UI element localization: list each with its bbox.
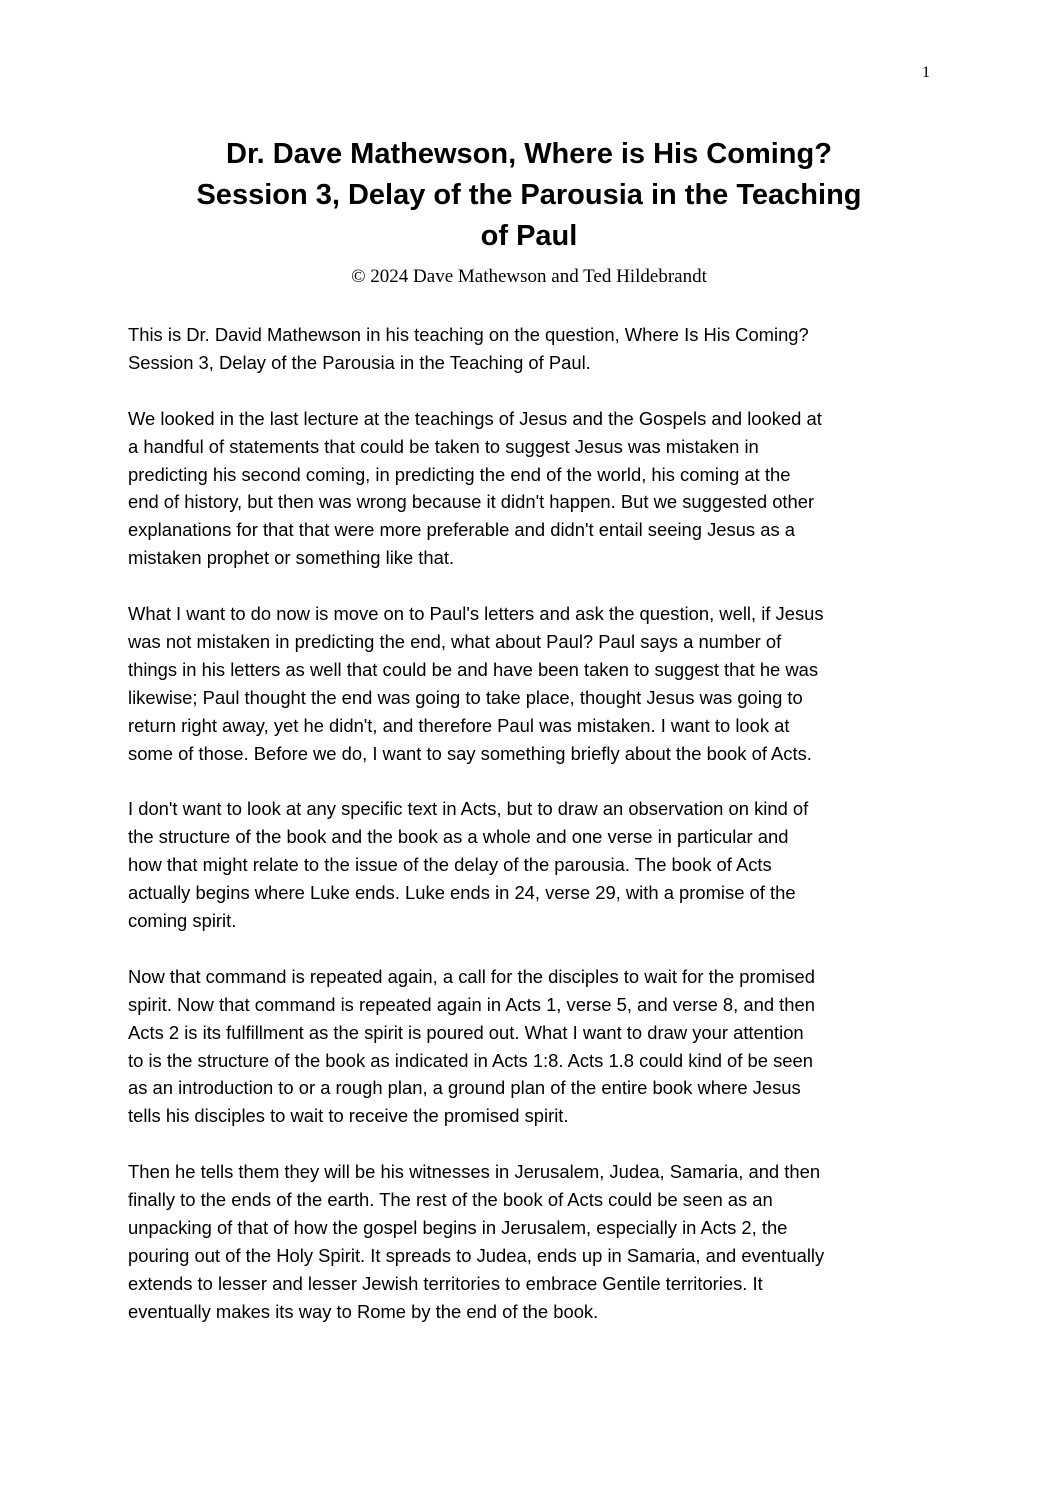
paragraph-line: Then he tells them they will be his witnesses in Jerusalem, Judea, Samaria, and then: [128, 1161, 821, 1183]
paragraph-line: pouring out of the Holy Spirit. It spreads to Judea, ends up in Samaria, and eventually: [128, 1244, 825, 1266]
paragraph-line: the structure of the book and the book as a whole and one verse in particular and: [128, 826, 789, 848]
paragraph: [128, 1158, 948, 1325]
title-line: Dr. Dave Mathewson, Where is His Coming?: [226, 138, 832, 170]
paragraph-line: eventually makes its way to Rome by the end of the book.: [128, 1300, 599, 1322]
paragraph-line: Acts 2 is its fulfillment as the spirit is poured out. What I want to draw your attention: [128, 1021, 804, 1043]
paragraph-line: unpacking of that of how the gospel begins in Jerusalem, especially in Acts 2, the: [128, 1216, 788, 1238]
paragraph-line: We looked in the last lecture at the teachings of Jesus and the Gospels and looked at: [128, 407, 822, 429]
paragraph-line: actually begins where Luke ends. Luke ends in 24, verse 29, with a promise of the: [128, 882, 796, 904]
paragraph-line: some of those. Before we do, I want to say something briefly about the book of Acts.: [128, 742, 812, 764]
paragraph-line: coming spirit.: [128, 909, 237, 931]
paragraph-line: a handful of statements that could be taken to suggest Jesus was mistaken in: [128, 435, 759, 457]
paragraph-line: return right away, yet he didn't, and therefore Paul was mistaken. I want to look at: [128, 714, 790, 736]
paragraph-line: Now that command is repeated again, a call for the disciples to wait for the promised: [128, 965, 815, 987]
paragraph-line: tells his disciples to wait to receive the promised spirit.: [128, 1105, 569, 1127]
paragraph-line: explanations for that that were more preferable and didn't entail seeing Jesus as a: [128, 519, 796, 541]
paragraph-line: spirit. Now that command is repeated again in Acts 1, verse 5, and verse 8, and then: [128, 993, 815, 1015]
paragraph-line: was not mistaken in predicting the end, what about Paul? Paul says a number of: [128, 630, 782, 652]
paragraph-line: to is the structure of the book as indicated in Acts 1:8. Acts 1.8 could kind of be seen: [128, 1049, 813, 1071]
paragraph-line: how that might relate to the issue of the delay of the parousia. The book of Acts: [128, 854, 772, 876]
paragraph-line: things in his letters as well that could be and have been taken to suggest that he was: [128, 658, 819, 680]
title-line: of Paul: [480, 220, 578, 252]
paragraph: [128, 600, 948, 767]
paragraph-line: finally to the ends of the earth. The rest of the book of Acts could be seen as an: [128, 1189, 773, 1211]
paragraph-line: predicting his second coming, in predicting the end of the world, his coming at the: [128, 463, 791, 485]
paragraph-line: What I want to do now is move on to Paul's letters and ask the question, well, if Jesus: [128, 603, 824, 625]
paragraph-line: as an introduction to or a rough plan, a ground plan of the entire book where Jesus: [128, 1077, 801, 1099]
paragraph-line: mistaken prophet or something like that.: [128, 547, 455, 569]
page-number: 1: [922, 64, 930, 81]
paragraph: [128, 963, 948, 1130]
title-line: Session 3, Delay of the Parousia in the Teaching: [196, 179, 862, 211]
paragraph-line: This is Dr. David Mathewson in his teaching on the question, Where Is His Coming?: [128, 324, 809, 345]
paragraph: [128, 405, 948, 572]
paragraph-line: likewise; Paul thought the end was going to take place, thought Jesus was going to: [128, 686, 803, 708]
paragraph-line: end of history, but then was wrong because it didn't happen. But we suggested other: [128, 491, 815, 513]
paragraph-line: I don't want to look at any specific text in Acts, but to draw an observation on kind of: [128, 798, 809, 820]
paragraph: [128, 321, 948, 377]
paragraph-line: Session 3, Delay of the Parousia in the Teaching of Paul.: [128, 351, 591, 373]
document-title: [0, 134, 1058, 257]
copyright-notice: © 2024 Dave Mathewson and Ted Hildebrandt: [351, 266, 707, 287]
paragraph: [128, 795, 948, 935]
document-body: [128, 321, 948, 1353]
paragraph-line: extends to lesser and lesser Jewish territories to embrace Gentile territories. It: [128, 1272, 763, 1294]
